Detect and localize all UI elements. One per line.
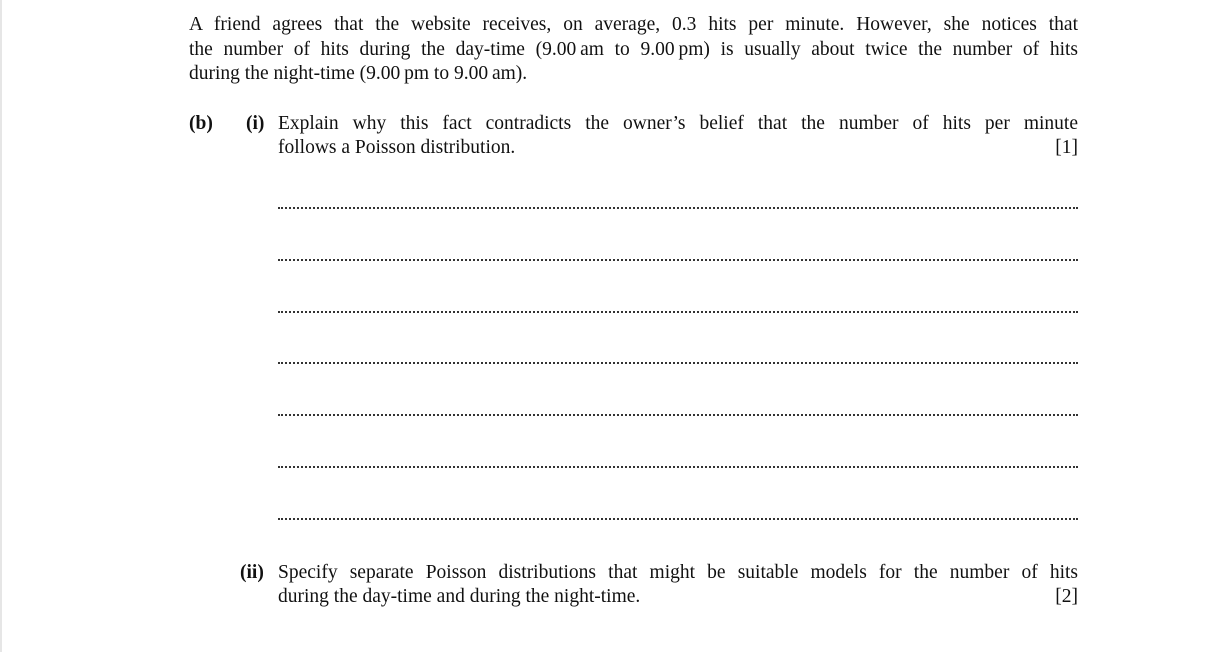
answer-line[interactable] [278, 466, 1078, 468]
intro-line-2: the number of hits during the day-time (9.00 am to 9.00 pm) is usually about twice the number of hits [189, 38, 1078, 60]
question-b-ii-marks: [2] [1055, 586, 1078, 607]
question-b-ii [278, 561, 1078, 609]
part-b-ii-label: (ii) [240, 562, 264, 583]
question-b-ii-line-1: Specify separate Poisson distributions that might be suitable models for the number of hits [278, 562, 1078, 583]
question-b-ii-line-2-row [278, 585, 1078, 609]
intro-line-1: A friend agrees that the website receives, on average, 0.3 hits per minute. However, she notices that [189, 14, 1078, 35]
answer-line[interactable] [278, 207, 1078, 209]
part-b-label: (b) [189, 113, 213, 134]
question-b-i-marks: [1] [1055, 137, 1078, 158]
question-b-i [278, 112, 1078, 160]
answer-line[interactable] [278, 311, 1078, 313]
answer-line[interactable] [278, 259, 1078, 261]
intro-line-3: during the night-time (9.00 pm to 9.00 am). [189, 63, 528, 84]
answer-line[interactable] [278, 518, 1078, 520]
question-b-i-line-2-row [278, 136, 1078, 160]
answer-line[interactable] [278, 414, 1078, 416]
answer-line[interactable] [278, 362, 1078, 364]
question-b-ii-line-2: during the day-time and during the night-time. [278, 586, 641, 607]
intro-paragraph [189, 13, 1078, 87]
question-b-i-line-2: follows a Poisson distribution. [278, 137, 516, 158]
question-b-i-line-1: Explain why this fact contradicts the owner’s belief that the number of hits per minute [278, 113, 1078, 134]
page-edge [0, 0, 2, 652]
part-b-i-label: (i) [246, 113, 265, 134]
